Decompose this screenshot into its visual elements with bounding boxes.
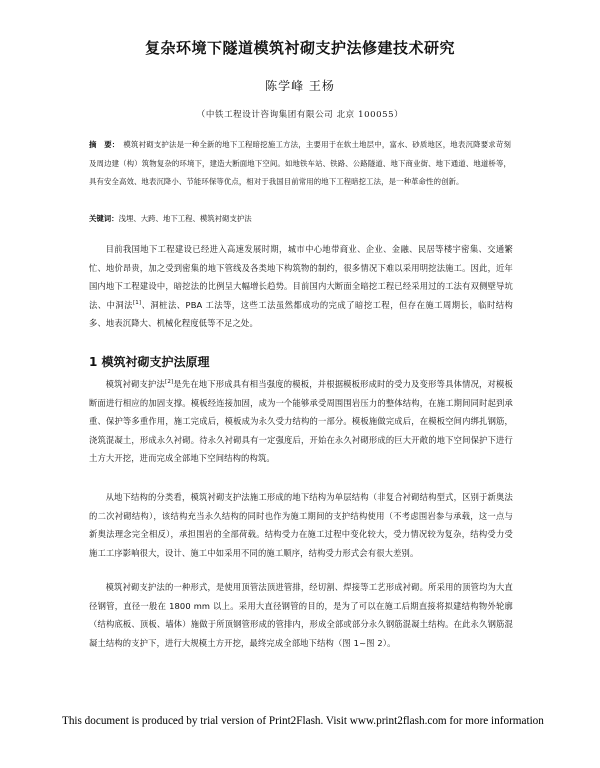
- s1-p1-text-2: 是先在地下形成具有相当强度的模板，并根据模板形成时的受力及变形等具体情况，对模板断面进行相应的加固支撑。模板经连接加固，成为一个能够承受周围围岩压力的整体结构，在施工期间同时起到承重、保护等多重作用，施工完成后，模板成为永久受力结构的一部分。模板施做完成后，在模板空间内绑扎钢筋，浇筑混凝土，形成永久衬砌。待永久衬砌具有一定强度后，开始在永久衬砌形成的巨大开敞的地下空间保护下进行土方大开挖，进而完成全部地下空间结构的构筑。: [89, 379, 513, 464]
- paper-authors: 陈学峰 王杨: [265, 79, 335, 93]
- keywords-block: [89, 212, 511, 226]
- trial-watermark-footer: This document is produced by trial version of Print2Flash. Visit www.print2flash.com for more information: [62, 715, 544, 727]
- intro-text-1: 目前我国地下工程建设已经进入高速发展时期，城市中心地带商业、企业、金融、民居等楼宇密集、交通繁忙、地价昂贵，加之受到密集的地下管线及各类地下构筑物的制约，很多情况下难以采用明挖法施工。因此，近年国内地下工程建设中，暗挖法的比例呈大幅增长趋势。目前国内大断面全暗挖工程已经采用过的工法有双侧壁导坑法、中洞法: [89, 244, 513, 310]
- citation-ref-1: [1]: [132, 300, 142, 307]
- abstract-text: 模筑衬砌支护法是一种全新的地下工程暗挖施工方法，主要用于在软土地层中，富水、砂质地区，地表沉降要求苛刻及周边建（构）筑物复杂的环境下，建造大断面地下空间。如地铁车站、铁路、公路隧道、地下商业街、地下通道、地道桥等，具有安全高效、地表沉降小、节能环保等优点，相对于我国目前常用的地下工程暗挖工法，是一种革命性的创新。: [89, 140, 512, 186]
- section-1-paragraph-1: [89, 375, 513, 468]
- abstract-block: [89, 136, 511, 192]
- section-1-heading: 1 模筑衬砌支护法原理: [89, 355, 210, 369]
- intro-paragraph: [89, 240, 513, 333]
- section-1-paragraph-2: 从地下结构的分类看，模筑衬砌支护法施工形成的地下结构为单层结构（非复合衬砌结构型式，区别于新奥法的二次衬砌结构），该结构充当永久结构的同时也作为施工期间的支护结构使用（不考虑围岩参与承载，这一点与新奥法理念完全相反），承担围岩的全部荷载。结构受力在施工过程中变化较大，受力情况较为复杂，结构受力受施工工序影响很大，设计、施工中如采用不同的施工顺序，结构受力形式会有很大差别。: [89, 492, 513, 558]
- abstract-label: 摘 要：: [89, 140, 120, 149]
- paper-affiliation: （中铁工程设计咨询集团有限公司 北京 100055）: [196, 110, 404, 120]
- keywords-text: 浅埋、大跨、地下工程、模筑衬砌支护法: [118, 214, 252, 223]
- paper-title: 复杂环境下隧道模筑衬砌支护法修建技术研究: [144, 39, 455, 57]
- intro-text-2: 、洞桩法、PBA 工法等，这些工法虽然都成功的完成了暗挖工程，但存在施工周期长，临时结构多、地表沉降大、机械化程度低等不足之处。: [89, 299, 513, 329]
- s1-p1-text-1: 模筑衬砌支护法: [105, 379, 166, 389]
- citation-ref-2: [2]: [165, 379, 174, 386]
- section-1-paragraph-3: 模筑衬砌支护法的一种形式，是使用顶管法顶进管排，经切割、焊接等工艺形成衬砌。所采用的顶管均为大直径钢管，直径一般在 1800 mm 以上。采用大直径钢管的目的，是为了可以在施工后期直接将拟建结构物外轮廓（结构底板、顶板、墙体）施做于所顶钢管形成的管排内，形成全部或部分永久钢筋混凝土结构。在此永久钢筋混凝土结构的支护下，进行大规模土方开挖，最终完成全部地下结构（图 1~图 2）。: [89, 582, 513, 648]
- keywords-label: 关键词：: [89, 214, 119, 223]
